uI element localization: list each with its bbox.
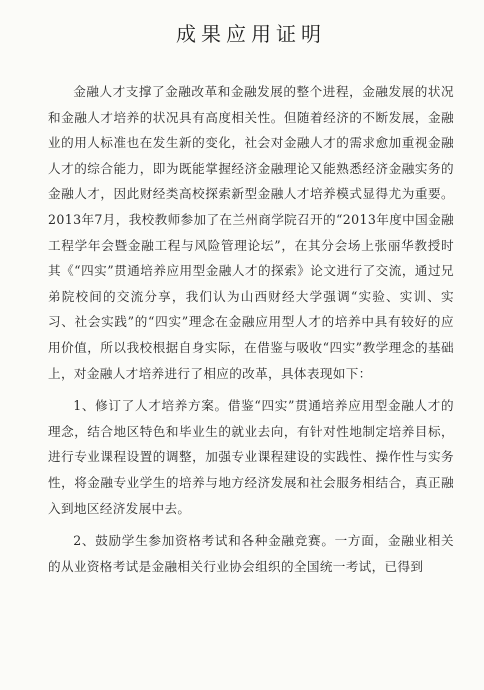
- page-title: 成果应用证明: [176, 22, 326, 46]
- item-1-paragraph: 1、修订了人才培养方案。借鉴“四实”贯通培养应用型金融人才的理念，结合地区特色和毕业生的就业去向，有针对性地制定培养目标，进行专业课程设置的调整，加强专业课程建设的实践性、操作性与实务性，将金融专业学生的培养与地方经济发展和社会服务相结合，真正融入到地区经济发展中去。: [48, 398, 454, 516]
- item-2-paragraph: 2、鼓励学生参加资格考试和各种金融竞赛。一方面，金融业相关的从业资格考试是金融相关行业协会组织的全国统一考试，已得到: [48, 533, 454, 574]
- intro-paragraph: 金融人才支撑了金融改革和金融发展的整个进程，金融发展的状况和金融人才培养的状况具有高度相关性。但随着经济的不断发展，金融业的用人标准也在发生新的变化，社会对金融人才的需求愈加重视金融人才的综合能力，即为既能掌握经济金融理论又能熟悉经济金融实务的金融人才，因此财经类高校探索新型金融人才培养模式显得尤为重要。2013年7月，我校教师参加了在兰州商学院召开的“2013年度中国金融工程学年会暨金融工程与风险管理论坛”，在其分会场上张丽华教授时其《“四实”贯通培养应用型金融人才的探索》论文进行了交流，通过兄弟院校间的交流分享，我们认为山西财经大学强调“实验、实训、实习、社会实践”的“四实”理念在金融应用型人才的培养中具有较好的应用价值，所以我校根据自身实际，在借鉴与吸收“四实”教学理念的基础上，对金融人才培养进行了相应的改革，具体表现如下：: [48, 84, 454, 381]
